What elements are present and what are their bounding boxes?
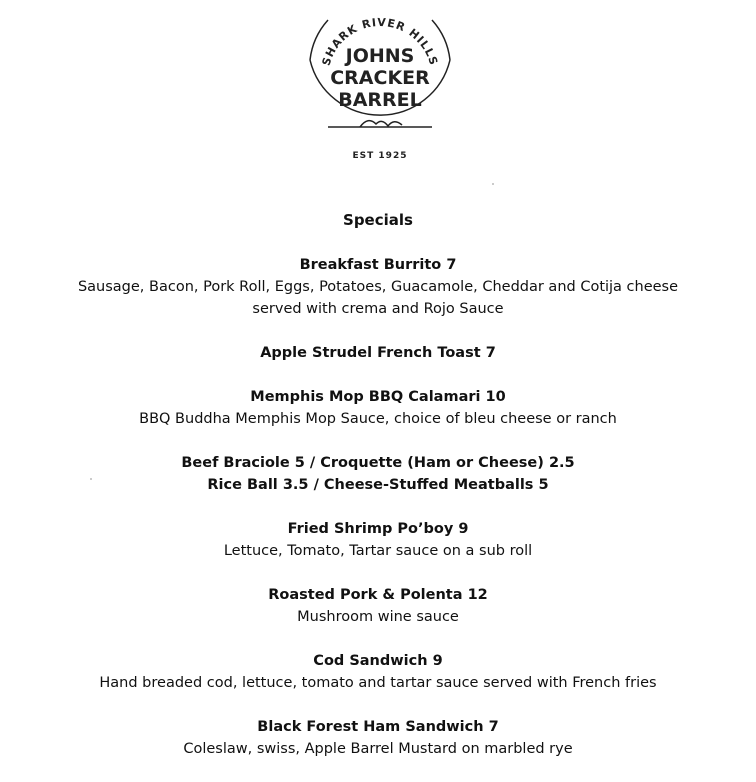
item-description: Sausage, Bacon, Pork Roll, Eggs, Potatoes, Guacamole, Cheddar and Cotija cheese (77, 279, 679, 295)
item-name: Breakfast Burrito 7 (299, 257, 457, 273)
item-name-second-line: Rice Ball 3.5 / Cheese-Stuffed Meatballs 5 (207, 477, 549, 493)
item-description: Hand breaded cod, lettuce, tomato and tartar sauce served with French fries (99, 675, 657, 691)
item-description: served with crema and Rojo Sauce (252, 301, 504, 317)
restaurant-logo (298, 0, 462, 170)
logo-arc-text: SHARK RIVER HILLS (319, 15, 441, 68)
menu-item (0, 584, 756, 628)
item-name: Cod Sandwich 9 (313, 653, 443, 669)
speck (90, 478, 92, 480)
item-name: Black Forest Ham Sandwich 7 (257, 719, 499, 735)
item-description: Coleslaw, swiss, Apple Barrel Mustard on marbled rye (183, 741, 573, 757)
menu-item (0, 518, 756, 562)
menu-item (0, 650, 756, 694)
specials-menu (0, 210, 756, 782)
logo-line1: JOHNS (345, 45, 415, 67)
speck (492, 183, 494, 185)
menu-item (0, 386, 756, 430)
item-name: Fried Shrimp Po’boy 9 (287, 521, 469, 537)
wave-icon (328, 121, 432, 127)
item-description: Lettuce, Tomato, Tartar sauce on a sub roll (223, 543, 533, 559)
item-name: Roasted Pork & Polenta 12 (268, 587, 488, 603)
item-name: Memphis Mop BBQ Calamari 10 (250, 389, 506, 405)
item-description: Mushroom wine sauce (297, 609, 459, 625)
menu-item (0, 452, 756, 496)
logo-est: EST 1925 (352, 151, 408, 161)
menu-item (0, 254, 756, 320)
menu-item (0, 342, 756, 364)
item-description: BBQ Buddha Memphis Mop Sauce, choice of bleu cheese or ranch (139, 411, 617, 427)
item-name: Apple Strudel French Toast 7 (260, 345, 496, 361)
logo-line2: CRACKER (330, 67, 430, 89)
logo-line3: BARREL (338, 89, 422, 111)
menu-title: Specials (343, 211, 413, 229)
item-name: Beef Braciole 5 / Croquette (Ham or Cheese) 2.5 (181, 455, 575, 471)
menu-item (0, 716, 756, 760)
